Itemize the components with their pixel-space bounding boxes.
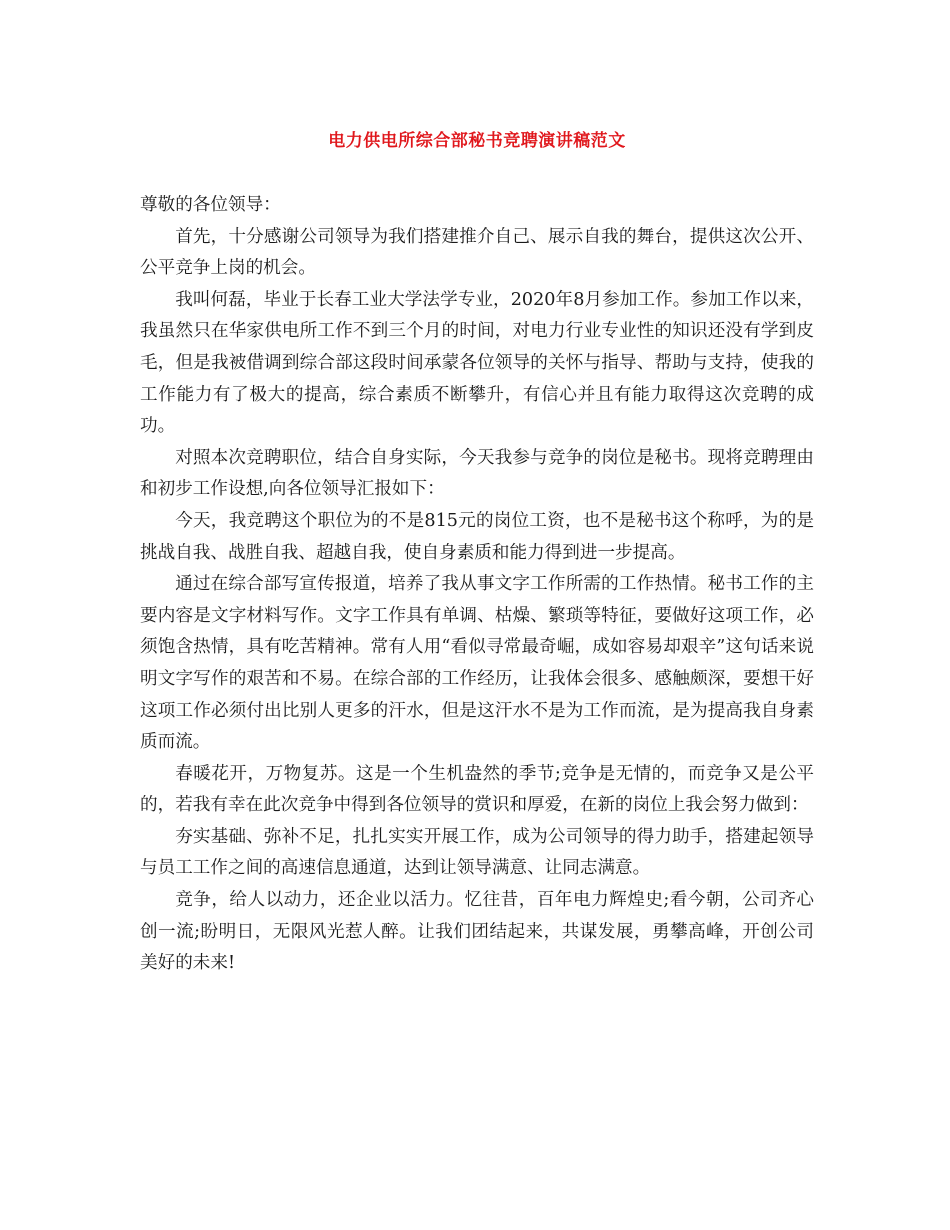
document-title: 电力供电所综合部秘书竞聘演讲稿范文: [328, 131, 626, 151]
paragraph: 夯实基础、弥补不足，扎扎实实开展工作，成为公司领导的得力助手，搭建起领导与员工工作之间的高速信息通道，达到让领导满意、让同志满意。: [140, 826, 814, 879]
paragraph: 我叫何磊，毕业于长春工业大学法学专业，2020年8月参加工作。参加工作以来，我虽然只在华家供电所工作不到三个月的时间，对电力行业专业性的知识还没有学到皮毛，但是我被借调到综合部这段时间承蒙各位领导的关怀与指导、帮助与支持，使我的工作能力有了极大的提高，综合素质不断攀升，有信心并且有能力取得这次竞聘的成功。: [140, 289, 814, 437]
document-body: [140, 190, 814, 980]
paragraph: 对照本次竞聘职位，结合自身实际，今天我参与竞争的岗位是秘书。现将竞聘理由和初步工作设想,向各位领导汇报如下：: [140, 447, 814, 500]
greeting: 尊敬的各位领导：: [140, 195, 281, 215]
paragraph: 通过在综合部写宣传报道，培养了我从事文字工作所需的工作热情。秘书工作的主要内容是文字材料写作。文字工作具有单调、枯燥、繁琐等特征，要做好这项工作，必须饱含热情，具有吃苦精神。常有人用“看似寻常最奇崛，成如容易却艰辛”这句话来说明文字写作的艰苦和不易。在综合部的工作经历，让我体会很多、感触颇深，要想干好这项工作必须付出比别人更多的汗水，但是这汗水不是为工作而流，是为提高我自身素质而流。: [140, 574, 814, 753]
paragraph: 春暖花开，万物复苏。这是一个生机盎然的季节;竞争是无情的，而竞争又是公平的，若我有幸在此次竞争中得到各位领导的赏识和厚爱，在新的岗位上我会努力做到：: [140, 763, 814, 816]
paragraph: 首先，十分感谢公司领导为我们搭建推介自己、展示自我的舞台，提供这次公开、公平竞争上岗的机会。: [140, 226, 814, 279]
paragraph: 竞争，给人以动力，还企业以活力。忆往昔，百年电力辉煌史;看今朝，公司齐心创一流;盼明日，无限风光惹人醉。让我们团结起来，共谋发展，勇攀高峰，开创公司美好的未来!: [140, 890, 814, 974]
paragraph: 今天，我竞聘这个职位为的不是815元的岗位工资，也不是秘书这个称呼，为的是挑战自我、战胜自我、超越自我，使自身素质和能力得到进一步提高。: [140, 510, 814, 563]
